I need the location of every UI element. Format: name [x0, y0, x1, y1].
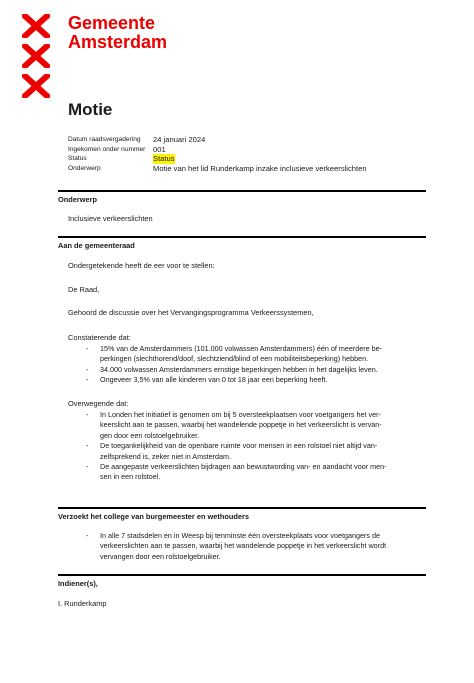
de-raad-text: De Raad,: [68, 285, 100, 294]
section-heading-onderwerp: Onderwerp: [58, 195, 98, 204]
status-badge: Status: [153, 154, 175, 164]
subject-text: Inclusieve verkeerslichten: [68, 214, 153, 223]
list-item: - De toegankelijkheid van de openbare ruimte voor mensen in een rolstoel niet altijd van- zelfsprekend is, zeker niet in Amsterdam.: [86, 441, 386, 462]
overwegende-label: Overwegende dat:: [68, 399, 129, 408]
list-item: - In Londen het initiatief is genomen om bij 5 oversteekplaatsen voor voetgangers het ver- keerslicht aan te passen, waarbij het wandelende poppetje in het verkeerslicht is vervan- gen door een rolstoelgebruiker.: [86, 410, 386, 441]
constaterende-label: Constaterende dat:: [68, 333, 131, 342]
gehoord-text: Gehoord de discussie over het Vervangingsprogramma Verkeerssystemen,: [68, 308, 314, 317]
section-heading-indiener: Indiener(s),: [58, 579, 98, 588]
indiener-name: I. Runderkamp: [58, 599, 107, 608]
wordmark-line1: Gemeente: [68, 13, 156, 33]
section-heading-verzoekt: Verzoekt het college van burgemeester en wethouders: [58, 512, 249, 521]
municipality-wordmark: [68, 14, 167, 52]
list-item: - Ongeveer 3,5% van alle kinderen van 0 tot 18 jaar een beperking heeft.: [86, 375, 382, 385]
meta-label: Onderwerp: [68, 164, 101, 172]
verzoekt-list: [86, 531, 386, 562]
meta-label: Ingekomen onder nummer: [68, 145, 146, 153]
meta-value: 001: [153, 144, 166, 154]
meta-value: Motie van het lid Runderkamp inzake inclusieve verkeerslichten: [153, 163, 367, 173]
section-heading-raad: Aan de gemeenteraad: [58, 241, 135, 250]
section-divider: [58, 190, 426, 192]
section-divider: [58, 507, 426, 509]
overwegende-list: [86, 410, 386, 483]
list-item: - De aangepaste verkeerslichten bijdragen aan bewustwording van- en aandacht voor men- sen in een rolstoel.: [86, 462, 386, 483]
meta-row-date: [68, 135, 367, 145]
section-divider: [58, 236, 426, 238]
meta-value: 24 januari 2024: [153, 135, 206, 144]
meta-table: [68, 135, 367, 173]
page-title: Motie: [68, 100, 113, 119]
list-item: - In alle 7 stadsdelen en in Weesp bij tenminste één oversteekplaats voor voetgangers de verkeerslichten aan te passen, waarbij het wandelende poppetje in het verkeerslicht wordt vervangen door een rolstoelgebruiker.: [86, 531, 386, 562]
constaterende-list: [86, 344, 382, 386]
cross-icon: [22, 14, 50, 38]
amsterdam-crosses-logo: [22, 14, 52, 104]
meta-label: Datum raadsvergadering: [68, 136, 141, 143]
cross-icon: [22, 74, 50, 98]
wordmark-line2: Amsterdam: [68, 32, 168, 52]
meta-row-status: [68, 154, 367, 164]
intro-text: Ondergetekende heeft de eer voor te stellen:: [68, 261, 215, 270]
list-item: - 15% van de Amsterdammers (101.000 volwassen Amsterdammers) één of meerdere be- perkingen (slechthorend/doof, slechtziend/blind of een mobiliteitsbeperking) hebben.: [86, 344, 382, 365]
meta-row-subject: [68, 164, 367, 174]
section-divider: [58, 574, 426, 576]
list-item: - 34.000 volwassen Amsterdammers ernstige beperkingen hebben in het dagelijks leven.: [86, 365, 382, 375]
meta-label: Status: [68, 155, 87, 163]
meta-row-number: [68, 145, 367, 155]
cross-icon: [22, 44, 50, 68]
